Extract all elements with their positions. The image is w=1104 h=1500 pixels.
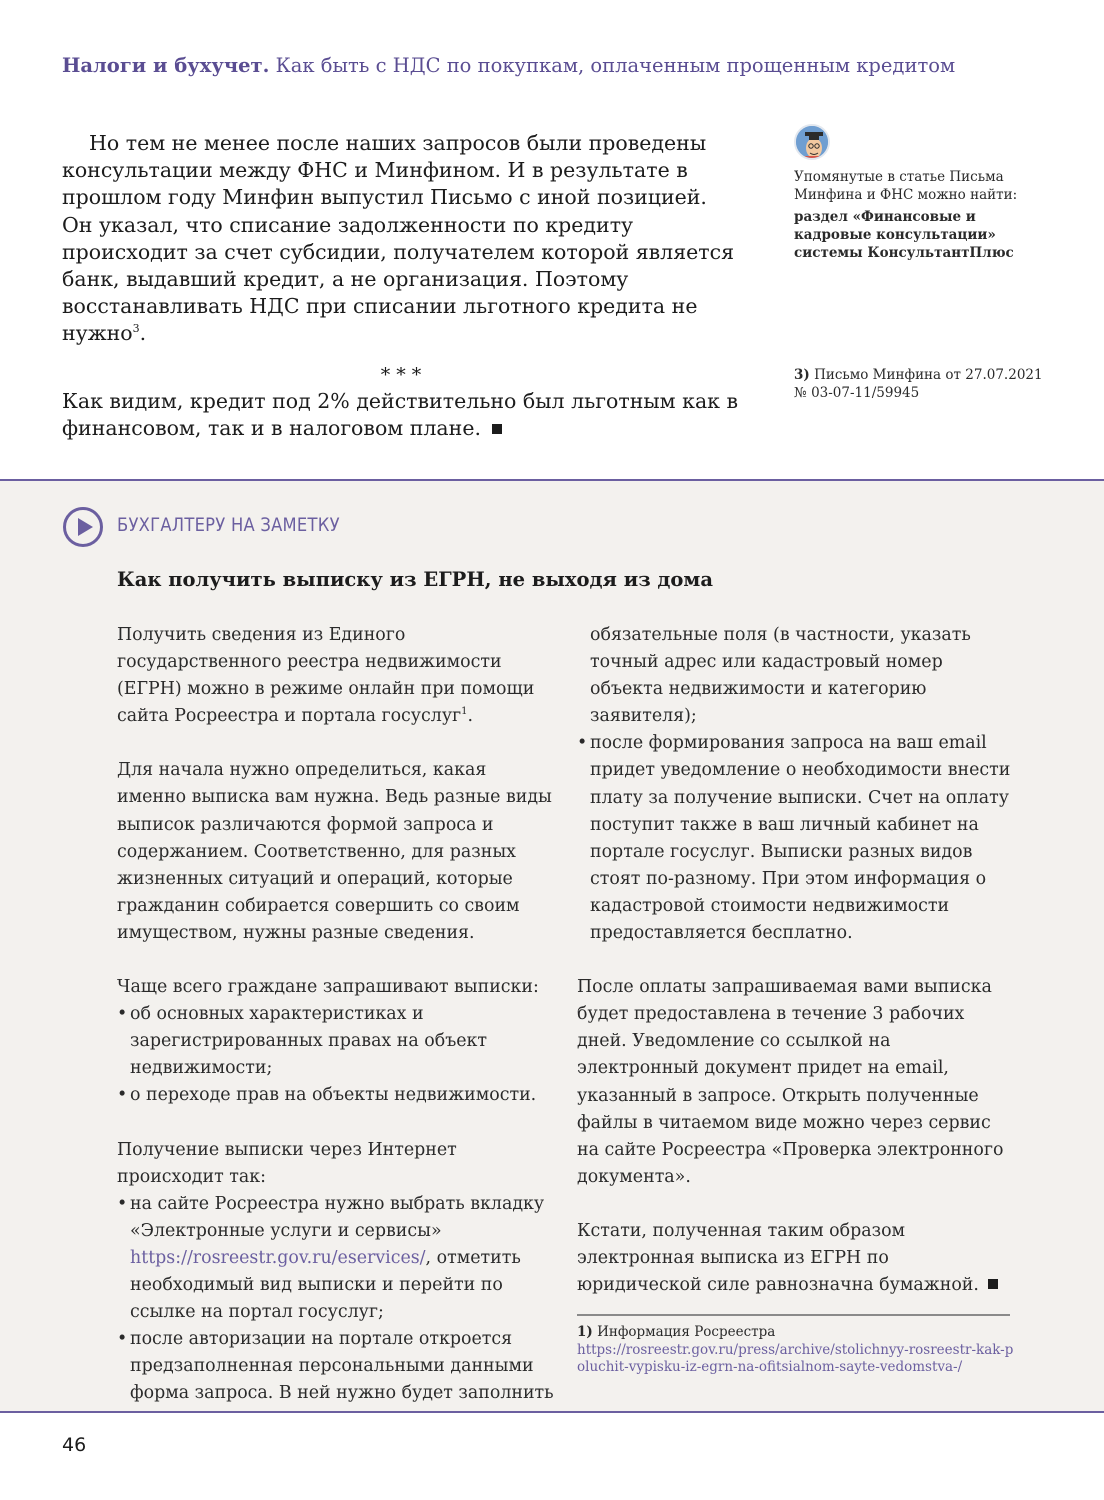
steps-list-continued <box>577 622 1017 947</box>
box-paragraph: Получение выписки через Интернет происходит так: <box>117 1139 457 1187</box>
rosreestr-press-link[interactable]: https://rosreestr.gov.ru/press/archive/stolichnyy-rosreestr-kak-poluchit-vypisku-iz-egrn-na-ofitsialnom-sayte-vedomstva-/ <box>577 1341 1014 1375</box>
box-label: БУХГАЛТЕРУ НА ЗАМЕТКУ <box>117 514 340 536</box>
footnote-divider <box>577 1314 1010 1316</box>
box-title: Как получить выписку из ЕГРН, не выходя из дома <box>117 568 714 591</box>
play-icon <box>62 506 104 548</box>
box-footnote <box>577 1324 1017 1377</box>
article-body <box>62 130 740 442</box>
sidebar-reference <box>794 366 1054 402</box>
list-item: • после авторизации на портале откроется предзаполненная персональными данными форма запроса. В ней нужно будет заполнить <box>117 1326 557 1407</box>
list-item: • после формирования запроса на ваш email придет уведомление о необходимости внести плату за получение выписки. Счет на оплату поступит также в ваш личный кабинет на портале госуслуг. Выписки разных видов стоят по-разному. При этом информация о кадастровой стоимости недвижимости предоставляется бесплатно. <box>577 730 1017 947</box>
box-paragraph: Кстати, полученная таким образом электронная выписка из ЕГРН по юридической силе равнозначна бумажной. <box>577 1218 1017 1299</box>
footnote-number: 1) <box>577 1324 593 1340</box>
rosreestr-eservices-link[interactable]: https://rosreestr.gov.ru/eservices/ <box>130 1247 426 1268</box>
reference-text: Письмо Минфина от 27.07.2021 № 03-07-11/59945 <box>794 367 1043 401</box>
header-title: Как быть с НДС по покупкам, оплаченным прощенным кредитом <box>275 54 956 77</box>
end-mark-icon <box>492 424 502 434</box>
box-paragraph: Получить сведения из Единого государственного реестра недвижимости (ЕГРН) можно в режиме онлайн при помощи сайта Росреестра и портала госуслуг$^1$. <box>117 625 535 727</box>
section-separator: * * * <box>380 363 422 386</box>
box-paragraph: Для начала нужно определиться, какая именно выписка вам нужна. Ведь разные виды выписок различаются формой запроса и содержанием. Соответственно, для разных жизненных ситуаций и операций, которые гражданин собирается совершить со своим имуществом, нужны разные сведения. <box>117 760 552 943</box>
sidebar-note-source: раздел «Финансовые и кадровые консультации» системы КонсультантПлюс <box>794 209 1014 261</box>
list-item: • о переходе прав на объекты недвижимости. <box>117 1082 557 1109</box>
footnote-text: Информация Росреестра <box>597 1324 776 1340</box>
article-paragraph: Но тем не менее после наших запросов были проведены консультации между ФНС и Минфином. И в результате в прошлом году Минфин выпустил Письмо с иной позицией. Он указал, что списание задолженности по кредиту происходит за счет субсидии, получателем которой является банк, выдавший кредит, а не организация. Поэтому восстанавливать НДС при списании льготного кредита не нужно$^3$. <box>62 131 735 346</box>
footnote-ref[interactable]: 3 <box>132 322 140 336</box>
article-paragraph: Как видим, кредит под 2% действительно был льготным как в финансовом, так и в налоговом плане. <box>62 388 739 440</box>
box-column-left <box>117 622 557 1434</box>
end-mark-icon <box>988 1279 998 1289</box>
footnote-ref[interactable]: 1 <box>461 706 468 718</box>
list-item: • об основных характеристиках и зарегистрированных правах на объект недвижимости; <box>117 1001 557 1082</box>
box-paragraph: Чаще всего граждане запрашивают выписки: <box>117 977 539 998</box>
box-paragraph: После оплаты запрашиваемая вами выписка будет предоставлена в течение 3 рабочих дней. Уведомление со ссылкой на электронный документ придет на email, указанный в запросе. Открыть полученные файлы в читаемом виде можно через сервис на сайте Росреестра «Проверка электронного документа». <box>577 977 1004 1187</box>
consultant-avatar-icon <box>794 124 830 160</box>
running-header <box>62 54 1062 77</box>
steps-list <box>117 1191 557 1408</box>
box-column-right <box>577 622 1017 1326</box>
header-rubric: Налоги и бухучет. <box>62 54 270 77</box>
list-item: обязательные поля (в частности, указать точный адрес или кадастровый номер объекта недвижимости и категорию заявителя); <box>590 625 971 727</box>
list-item: • на сайте Росреестра нужно выбрать вкладку «Электронные услуги и сервисы» https://rosreestr.gov.ru/eservices/, отметить необходимый вид выписки и перейти по ссылке на портал госуслуг; <box>117 1191 557 1326</box>
reference-number: 3) <box>794 367 810 383</box>
page-number: 46 <box>62 1434 87 1456</box>
sidebar-note-text: Упомянутые в статье Письма Минфина и ФНС можно найти: <box>794 169 1018 203</box>
extract-types-list <box>117 1001 557 1109</box>
sidebar-note <box>794 168 1054 262</box>
